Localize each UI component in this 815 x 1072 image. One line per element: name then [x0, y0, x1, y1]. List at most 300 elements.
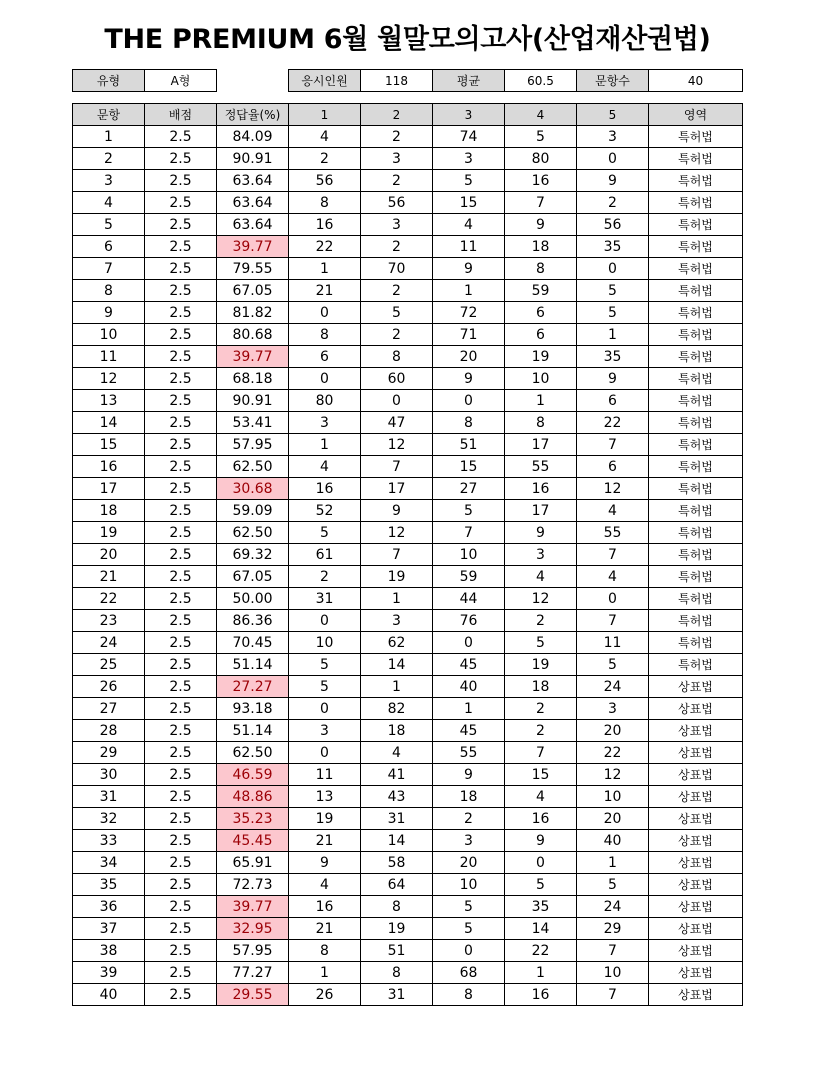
- choice-4-count-cell: 16: [505, 170, 577, 192]
- correct-rate-cell: 93.18: [217, 698, 289, 720]
- choice-5-count-cell: 9: [577, 170, 649, 192]
- choice-5-count-cell: 35: [577, 236, 649, 258]
- area-cell: 특허법: [649, 654, 743, 676]
- table-row: [73, 126, 743, 148]
- choice-5-count-cell: 0: [577, 588, 649, 610]
- table-row: [73, 786, 743, 808]
- score-cell: 2.5: [145, 918, 217, 940]
- correct-rate-cell: 63.64: [217, 192, 289, 214]
- choice-1-count-cell: 61: [289, 544, 361, 566]
- area-cell: 특허법: [649, 456, 743, 478]
- choice-3-count-cell: 9: [433, 764, 505, 786]
- choice-4-count-cell: 8: [505, 412, 577, 434]
- area-cell: 상표법: [649, 720, 743, 742]
- question-number-cell: 9: [73, 302, 145, 324]
- choice-5-count-cell: 40: [577, 830, 649, 852]
- question-number-cell: 38: [73, 940, 145, 962]
- choice-4-count-cell: 0: [505, 852, 577, 874]
- choice-3-count-cell: 0: [433, 632, 505, 654]
- correct-rate-cell: 29.55: [217, 984, 289, 1006]
- choice-2-count-cell: 82: [361, 698, 433, 720]
- area-cell: 특허법: [649, 566, 743, 588]
- correct-rate-cell: 62.50: [217, 456, 289, 478]
- choice-5-count-cell: 7: [577, 984, 649, 1006]
- question-number-cell: 23: [73, 610, 145, 632]
- choice-3-count-cell: 7: [433, 522, 505, 544]
- question-number-cell: 19: [73, 522, 145, 544]
- choice-5-count-cell: 4: [577, 566, 649, 588]
- score-cell: 2.5: [145, 786, 217, 808]
- choice-4-count-cell: 6: [505, 302, 577, 324]
- choice-1-count-cell: 9: [289, 852, 361, 874]
- choice-2-count-cell: 0: [361, 390, 433, 412]
- question-number-cell: 16: [73, 456, 145, 478]
- area-cell: 특허법: [649, 170, 743, 192]
- score-cell: 2.5: [145, 720, 217, 742]
- choice-4-count-cell: 1: [505, 962, 577, 984]
- area-cell: 상표법: [649, 764, 743, 786]
- question-number-cell: 5: [73, 214, 145, 236]
- choice-2-count-cell: 14: [361, 830, 433, 852]
- table-row: [73, 742, 743, 764]
- choice-2-count-cell: 8: [361, 896, 433, 918]
- table-row: [73, 610, 743, 632]
- table-row: [73, 632, 743, 654]
- correct-rate-cell: 51.14: [217, 654, 289, 676]
- correct-rate-cell: 27.27: [217, 676, 289, 698]
- area-cell: 특허법: [649, 390, 743, 412]
- choice-3-count-cell: 68: [433, 962, 505, 984]
- question-number-cell: 26: [73, 676, 145, 698]
- choice-1-count-cell: 21: [289, 280, 361, 302]
- choice-1-count-cell: 1: [289, 258, 361, 280]
- correct-rate-cell: 62.50: [217, 522, 289, 544]
- table-row: [73, 852, 743, 874]
- correct-rate-cell: 62.50: [217, 742, 289, 764]
- choice-4-count-cell: 22: [505, 940, 577, 962]
- question-number-cell: 30: [73, 764, 145, 786]
- examinees-label: 응시인원: [289, 70, 361, 92]
- table-row: [73, 258, 743, 280]
- choice-1-count-cell: 2: [289, 148, 361, 170]
- score-cell: 2.5: [145, 566, 217, 588]
- table-row: [73, 588, 743, 610]
- question-number-cell: 33: [73, 830, 145, 852]
- choice-1-count-cell: 80: [289, 390, 361, 412]
- question-number-cell: 11: [73, 346, 145, 368]
- choice-3-count-cell: 5: [433, 500, 505, 522]
- choice-3-count-cell: 45: [433, 720, 505, 742]
- score-cell: 2.5: [145, 830, 217, 852]
- area-cell: 상표법: [649, 874, 743, 896]
- choice-3-count-cell: 18: [433, 786, 505, 808]
- choice-4-count-cell: 7: [505, 192, 577, 214]
- question-number-cell: 3: [73, 170, 145, 192]
- choice-2-count-cell: 14: [361, 654, 433, 676]
- correct-rate-cell: 57.95: [217, 434, 289, 456]
- header-choice-3: 3: [433, 104, 505, 126]
- choice-4-count-cell: 17: [505, 500, 577, 522]
- area-cell: 상표법: [649, 918, 743, 940]
- table-row: [73, 940, 743, 962]
- choice-2-count-cell: 2: [361, 236, 433, 258]
- score-cell: 2.5: [145, 192, 217, 214]
- score-cell: 2.5: [145, 698, 217, 720]
- choice-3-count-cell: 5: [433, 918, 505, 940]
- correct-rate-cell: 48.86: [217, 786, 289, 808]
- choice-2-count-cell: 51: [361, 940, 433, 962]
- header-question: 문항: [73, 104, 145, 126]
- choice-1-count-cell: 52: [289, 500, 361, 522]
- area-cell: 특허법: [649, 280, 743, 302]
- header-correct-rate: 정답율(%): [217, 104, 289, 126]
- choice-4-count-cell: 12: [505, 588, 577, 610]
- question-number-cell: 12: [73, 368, 145, 390]
- area-cell: 특허법: [649, 324, 743, 346]
- score-cell: 2.5: [145, 500, 217, 522]
- choice-4-count-cell: 80: [505, 148, 577, 170]
- table-row: [73, 918, 743, 940]
- choice-5-count-cell: 6: [577, 390, 649, 412]
- score-cell: 2.5: [145, 434, 217, 456]
- choice-4-count-cell: 5: [505, 632, 577, 654]
- choice-5-count-cell: 7: [577, 544, 649, 566]
- choice-1-count-cell: 5: [289, 654, 361, 676]
- choice-5-count-cell: 6: [577, 456, 649, 478]
- choice-1-count-cell: 21: [289, 918, 361, 940]
- score-cell: 2.5: [145, 676, 217, 698]
- question-number-cell: 1: [73, 126, 145, 148]
- choice-4-count-cell: 59: [505, 280, 577, 302]
- area-cell: 상표법: [649, 742, 743, 764]
- area-cell: 특허법: [649, 500, 743, 522]
- choice-1-count-cell: 1: [289, 434, 361, 456]
- correct-rate-cell: 90.91: [217, 390, 289, 412]
- choice-3-count-cell: 11: [433, 236, 505, 258]
- question-number-cell: 32: [73, 808, 145, 830]
- choice-2-count-cell: 2: [361, 280, 433, 302]
- table-row: [73, 720, 743, 742]
- score-cell: 2.5: [145, 962, 217, 984]
- question-number-cell: 17: [73, 478, 145, 500]
- score-cell: 2.5: [145, 324, 217, 346]
- choice-3-count-cell: 9: [433, 368, 505, 390]
- choice-4-count-cell: 16: [505, 984, 577, 1006]
- table-row: [73, 434, 743, 456]
- examinees-value: 118: [361, 70, 433, 92]
- choice-4-count-cell: 9: [505, 830, 577, 852]
- question-number-cell: 18: [73, 500, 145, 522]
- choice-1-count-cell: 16: [289, 214, 361, 236]
- question-number-cell: 15: [73, 434, 145, 456]
- choice-1-count-cell: 10: [289, 632, 361, 654]
- type-value: A형: [145, 70, 217, 92]
- table-row: [73, 874, 743, 896]
- question-number-cell: 6: [73, 236, 145, 258]
- correct-rate-cell: 59.09: [217, 500, 289, 522]
- correct-rate-cell: 50.00: [217, 588, 289, 610]
- choice-2-count-cell: 47: [361, 412, 433, 434]
- area-cell: 특허법: [649, 346, 743, 368]
- choice-1-count-cell: 3: [289, 720, 361, 742]
- question-number-cell: 4: [73, 192, 145, 214]
- correct-rate-cell: 53.41: [217, 412, 289, 434]
- choice-2-count-cell: 8: [361, 962, 433, 984]
- table-row: [73, 544, 743, 566]
- choice-4-count-cell: 9: [505, 522, 577, 544]
- area-cell: 특허법: [649, 632, 743, 654]
- choice-1-count-cell: 0: [289, 302, 361, 324]
- choice-4-count-cell: 6: [505, 324, 577, 346]
- area-cell: 상표법: [649, 676, 743, 698]
- choice-2-count-cell: 5: [361, 302, 433, 324]
- choice-3-count-cell: 8: [433, 984, 505, 1006]
- area-cell: 특허법: [649, 258, 743, 280]
- header-choice-4: 4: [505, 104, 577, 126]
- choice-3-count-cell: 55: [433, 742, 505, 764]
- question-number-cell: 34: [73, 852, 145, 874]
- table-row: [73, 324, 743, 346]
- area-cell: 상표법: [649, 962, 743, 984]
- question-number-cell: 39: [73, 962, 145, 984]
- choice-4-count-cell: 2: [505, 698, 577, 720]
- correct-rate-cell: 81.82: [217, 302, 289, 324]
- header-score: 배점: [145, 104, 217, 126]
- table-row: [73, 170, 743, 192]
- choice-3-count-cell: 74: [433, 126, 505, 148]
- score-cell: 2.5: [145, 808, 217, 830]
- choice-5-count-cell: 12: [577, 764, 649, 786]
- table-row: [73, 368, 743, 390]
- score-cell: 2.5: [145, 522, 217, 544]
- correct-rate-cell: 39.77: [217, 346, 289, 368]
- choice-5-count-cell: 1: [577, 324, 649, 346]
- table-row: [73, 654, 743, 676]
- choice-3-count-cell: 27: [433, 478, 505, 500]
- choice-4-count-cell: 3: [505, 544, 577, 566]
- area-cell: 특허법: [649, 434, 743, 456]
- choice-5-count-cell: 3: [577, 126, 649, 148]
- info-spacer: [217, 70, 289, 92]
- question-number-cell: 27: [73, 698, 145, 720]
- score-cell: 2.5: [145, 280, 217, 302]
- choice-5-count-cell: 0: [577, 148, 649, 170]
- choice-5-count-cell: 24: [577, 676, 649, 698]
- choice-1-count-cell: 16: [289, 478, 361, 500]
- choice-4-count-cell: 4: [505, 566, 577, 588]
- area-cell: 특허법: [649, 214, 743, 236]
- table-row: [73, 478, 743, 500]
- score-cell: 2.5: [145, 610, 217, 632]
- table-row: [73, 676, 743, 698]
- choice-1-count-cell: 1: [289, 962, 361, 984]
- area-cell: 특허법: [649, 544, 743, 566]
- choice-3-count-cell: 2: [433, 808, 505, 830]
- question-number-cell: 25: [73, 654, 145, 676]
- table-row: [73, 280, 743, 302]
- correct-rate-cell: 67.05: [217, 280, 289, 302]
- choice-3-count-cell: 71: [433, 324, 505, 346]
- choice-1-count-cell: 0: [289, 368, 361, 390]
- choice-5-count-cell: 7: [577, 434, 649, 456]
- results-table: [72, 103, 743, 1006]
- header-choice-1: 1: [289, 104, 361, 126]
- correct-rate-cell: 67.05: [217, 566, 289, 588]
- table-row: [73, 830, 743, 852]
- score-cell: 2.5: [145, 852, 217, 874]
- choice-2-count-cell: 3: [361, 148, 433, 170]
- score-cell: 2.5: [145, 940, 217, 962]
- choice-2-count-cell: 1: [361, 676, 433, 698]
- choice-2-count-cell: 43: [361, 786, 433, 808]
- correct-rate-cell: 51.14: [217, 720, 289, 742]
- correct-rate-cell: 30.68: [217, 478, 289, 500]
- question-number-cell: 28: [73, 720, 145, 742]
- area-cell: 특허법: [649, 148, 743, 170]
- choice-3-count-cell: 15: [433, 192, 505, 214]
- score-cell: 2.5: [145, 544, 217, 566]
- choice-3-count-cell: 76: [433, 610, 505, 632]
- header-choice-2: 2: [361, 104, 433, 126]
- choice-2-count-cell: 70: [361, 258, 433, 280]
- choice-4-count-cell: 16: [505, 478, 577, 500]
- choice-1-count-cell: 2: [289, 566, 361, 588]
- choice-2-count-cell: 19: [361, 566, 433, 588]
- choice-1-count-cell: 5: [289, 522, 361, 544]
- choice-5-count-cell: 35: [577, 346, 649, 368]
- choice-3-count-cell: 20: [433, 852, 505, 874]
- area-cell: 상표법: [649, 984, 743, 1006]
- correct-rate-cell: 80.68: [217, 324, 289, 346]
- area-cell: 상표법: [649, 852, 743, 874]
- choice-3-count-cell: 15: [433, 456, 505, 478]
- choice-2-count-cell: 64: [361, 874, 433, 896]
- choice-3-count-cell: 5: [433, 170, 505, 192]
- choice-4-count-cell: 35: [505, 896, 577, 918]
- area-cell: 상표법: [649, 896, 743, 918]
- question-number-cell: 37: [73, 918, 145, 940]
- score-cell: 2.5: [145, 456, 217, 478]
- choice-2-count-cell: 3: [361, 610, 433, 632]
- score-cell: 2.5: [145, 632, 217, 654]
- score-cell: 2.5: [145, 346, 217, 368]
- choice-5-count-cell: 4: [577, 500, 649, 522]
- choice-3-count-cell: 40: [433, 676, 505, 698]
- choice-2-count-cell: 8: [361, 346, 433, 368]
- choice-1-count-cell: 26: [289, 984, 361, 1006]
- choice-3-count-cell: 72: [433, 302, 505, 324]
- table-row: [73, 214, 743, 236]
- choice-4-count-cell: 9: [505, 214, 577, 236]
- area-cell: 특허법: [649, 126, 743, 148]
- area-cell: 특허법: [649, 192, 743, 214]
- correct-rate-cell: 45.45: [217, 830, 289, 852]
- score-cell: 2.5: [145, 236, 217, 258]
- choice-4-count-cell: 18: [505, 236, 577, 258]
- table-row: [73, 896, 743, 918]
- choice-5-count-cell: 10: [577, 962, 649, 984]
- choice-5-count-cell: 7: [577, 610, 649, 632]
- area-cell: 특허법: [649, 478, 743, 500]
- choice-4-count-cell: 1: [505, 390, 577, 412]
- question-number-cell: 14: [73, 412, 145, 434]
- choice-5-count-cell: 5: [577, 874, 649, 896]
- area-cell: 특허법: [649, 236, 743, 258]
- score-cell: 2.5: [145, 588, 217, 610]
- choice-1-count-cell: 4: [289, 456, 361, 478]
- score-cell: 2.5: [145, 896, 217, 918]
- choice-5-count-cell: 9: [577, 368, 649, 390]
- header-choice-5: 5: [577, 104, 649, 126]
- score-cell: 2.5: [145, 764, 217, 786]
- choice-5-count-cell: 10: [577, 786, 649, 808]
- table-row: [73, 500, 743, 522]
- area-cell: 특허법: [649, 302, 743, 324]
- score-cell: 2.5: [145, 390, 217, 412]
- area-cell: 특허법: [649, 522, 743, 544]
- table-row: [73, 346, 743, 368]
- score-cell: 2.5: [145, 874, 217, 896]
- score-cell: 2.5: [145, 412, 217, 434]
- choice-4-count-cell: 18: [505, 676, 577, 698]
- choice-5-count-cell: 24: [577, 896, 649, 918]
- table-row: [73, 302, 743, 324]
- choice-5-count-cell: 55: [577, 522, 649, 544]
- choice-5-count-cell: 12: [577, 478, 649, 500]
- choice-4-count-cell: 2: [505, 720, 577, 742]
- choice-5-count-cell: 3: [577, 698, 649, 720]
- choice-1-count-cell: 21: [289, 830, 361, 852]
- choice-4-count-cell: 2: [505, 610, 577, 632]
- area-cell: 상표법: [649, 830, 743, 852]
- choice-2-count-cell: 12: [361, 522, 433, 544]
- choice-2-count-cell: 62: [361, 632, 433, 654]
- choice-3-count-cell: 3: [433, 830, 505, 852]
- choice-1-count-cell: 16: [289, 896, 361, 918]
- average-value: 60.5: [505, 70, 577, 92]
- choice-2-count-cell: 17: [361, 478, 433, 500]
- score-cell: 2.5: [145, 126, 217, 148]
- choice-3-count-cell: 8: [433, 412, 505, 434]
- correct-rate-cell: 63.64: [217, 170, 289, 192]
- choice-4-count-cell: 19: [505, 346, 577, 368]
- question-number-cell: 36: [73, 896, 145, 918]
- choice-1-count-cell: 31: [289, 588, 361, 610]
- choice-2-count-cell: 31: [361, 808, 433, 830]
- choice-1-count-cell: 13: [289, 786, 361, 808]
- table-header-row: [73, 104, 743, 126]
- average-label: 평균: [433, 70, 505, 92]
- area-cell: 특허법: [649, 610, 743, 632]
- choice-5-count-cell: 22: [577, 742, 649, 764]
- choice-2-count-cell: 19: [361, 918, 433, 940]
- question-number-cell: 2: [73, 148, 145, 170]
- table-row: [73, 148, 743, 170]
- choice-5-count-cell: 5: [577, 654, 649, 676]
- correct-rate-cell: 35.23: [217, 808, 289, 830]
- question-number-cell: 7: [73, 258, 145, 280]
- area-cell: 상표법: [649, 808, 743, 830]
- choice-2-count-cell: 60: [361, 368, 433, 390]
- page-title: THE PREMIUM 6월 월말모의고사(산업재산권법): [104, 24, 711, 55]
- choice-5-count-cell: 20: [577, 720, 649, 742]
- header-area: 영역: [649, 104, 743, 126]
- area-cell: 상표법: [649, 698, 743, 720]
- choice-3-count-cell: 0: [433, 390, 505, 412]
- choice-4-count-cell: 8: [505, 258, 577, 280]
- question-count-value: 40: [649, 70, 743, 92]
- score-cell: 2.5: [145, 654, 217, 676]
